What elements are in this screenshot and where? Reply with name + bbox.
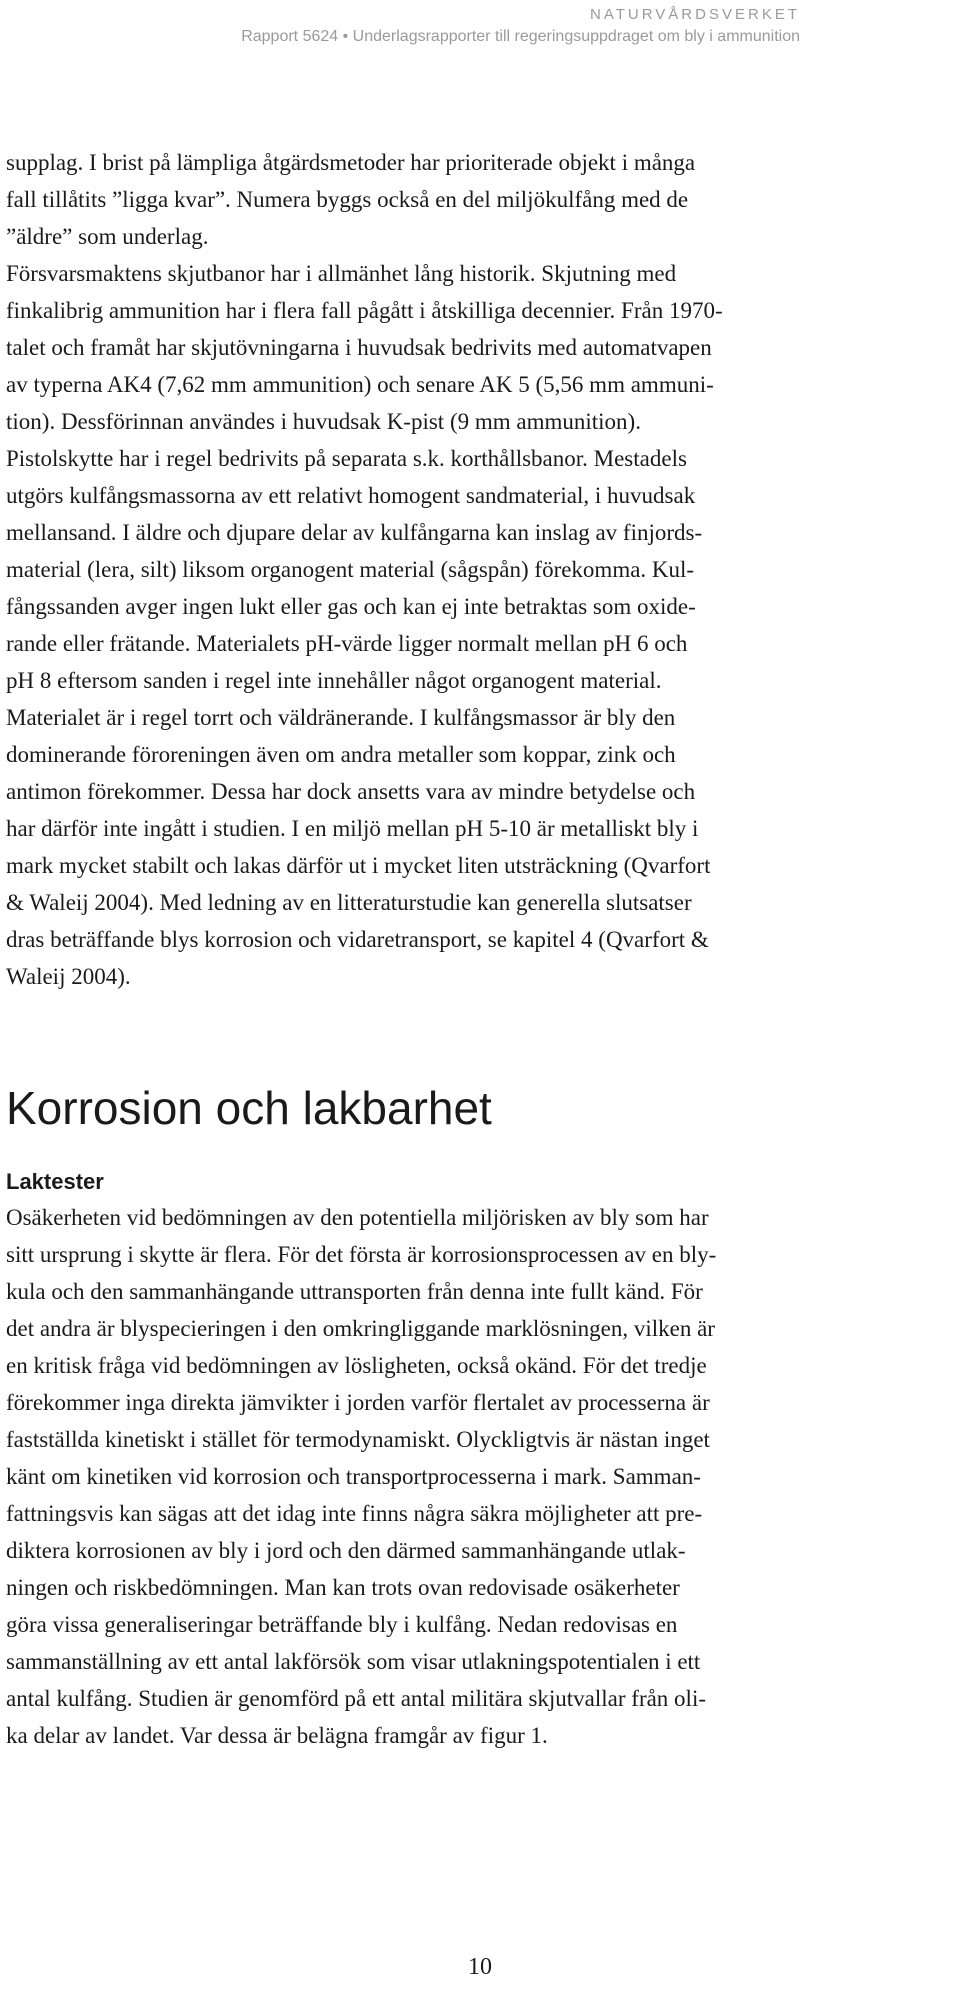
- page-number: 10: [468, 1954, 492, 1980]
- subsection-heading: Laktester: [6, 1169, 104, 1194]
- section-heading: Korrosion och lakbarhet: [6, 1082, 492, 1134]
- header-report-title: Rapport 5624 • Underlagsrapporter till regeringsuppdraget om bly i ammunition: [241, 28, 800, 45]
- running-header: [241, 6, 800, 48]
- body-paragraph-laktester: Osäkerheten vid bedömningen av den potentiella miljörisken av bly som har sitt ursprung i skytte är flera. För det första är korrosionsprocessen av en bly- kula och den sammanhängande uttransporten från denna inte fullt känd. För det andra är blyspecieringen i den omkringliggande marklösningen, vilken är en kritisk fråga vid bedömningen av lösligheten, också okänd. För det tredje förekommer inga direkta jämvikter i jorden varför flertalet av processerna är fastställda kinetiskt i stället för termodynamiskt. Olyckligtvis är nästan inget känt om kinetiken vid korrosion och transportprocesserna i mark. Samman- fattningsvis kan sägas att det idag inte finns några säkra möjligheter att pre- diktera korrosionen av bly i jord och den därmed sammanhängande utlak- ningen och riskbedömningen. Man kan trots ovan redovisade osäkerheter göra vissa generaliseringar beträffande bly i kulfång. Nedan redovisas en sammanställning av ett antal lakförsök som visar utlakningspotentialen i ett antal kulfång. Studien är genomförd på ett antal militära skjutvallar från oli- ka delar av landet. Var dessa är belägna framgår av figur 1.: [6, 1205, 717, 1748]
- header-organization: NATURVÅRDSVERKET: [590, 6, 800, 23]
- body-paragraph-intro: supplag. I brist på lämpliga åtgärdsmetoder har prioriterade objekt i många fall tillåtits ”ligga kvar”. Numera byggs också en del miljökulfång med de ”äldre” som underlag. Försvarsmaktens skjutbanor har i allmänhet lång historik. Skjutning med finkalibrig ammunition har i flera fall pågått i åtskilliga decennier. Från 1970- talet och framåt har skjutövningarna i huvudsak bedrivits med automatvapen av typerna AK4 (7,62 mm ammunition) och senare AK 5 (5,56 mm ammuni- tion). Dessförinnan användes i huvudsak K-pist (9 mm ammunition). Pistolskytte har i regel bedrivits på separata s.k. korthållsbanor. Mestadels utgörs kulfångsmassorna av ett relativt homogent sandmaterial, i huvudsak mellansand. I äldre och djupare delar av kulfångarna kan inslag av finjords- material (lera, silt) liksom organogent material (sågspån) förekomma. Kul- fångssanden avger ingen lukt eller gas och kan ej inte betraktas som oxide- rande eller frätande. Materialets pH-värde ligger normalt mellan pH 6 och pH 8 eftersom sanden i regel inte innehåller något organogent material. Materialet är i regel torrt och väldränerande. I kulfångsmassor är bly den dominerande föroreningen även om andra metaller som koppar, zink och antimon förekommer. Dessa har dock ansetts vara av mindre betydelse och har därför inte ingått i studien. I en miljö mellan pH 5-10 är metalliskt bly i mark mycket stabilt och lakas därför ut i mycket liten utsträckning (Qvarfort & Waleij 2004). Med ledning av en litteraturstudie kan generella slutsatser dras beträffande blys korrosion och vidaretransport, se kapitel 4 (Qvarfort & Waleij 2004).: [6, 150, 723, 989]
